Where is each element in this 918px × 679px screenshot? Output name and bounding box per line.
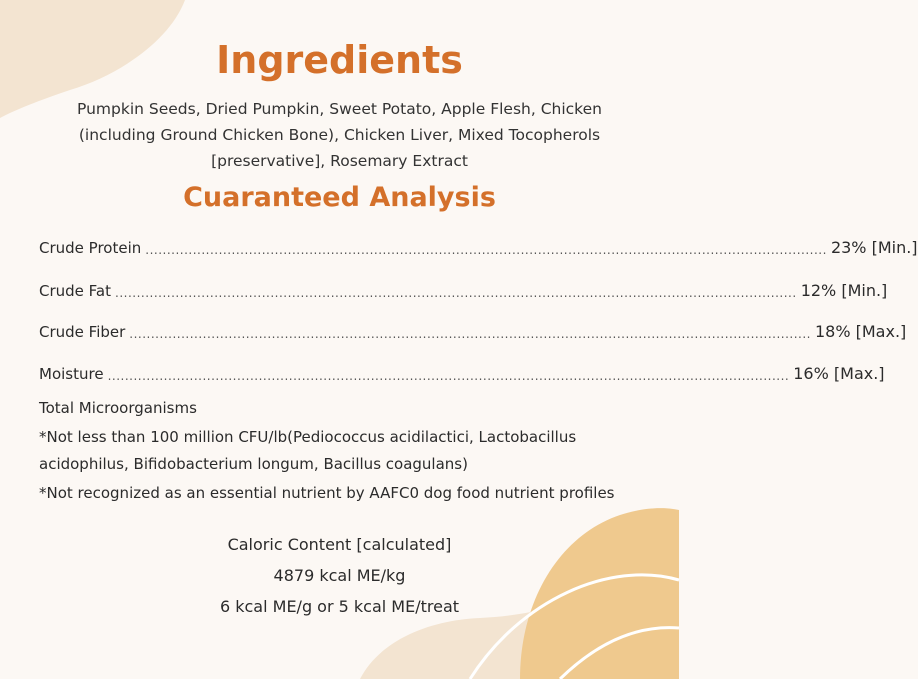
analysis-row-protein bbox=[39, 238, 918, 257]
analysis-value: 23% [Min.] bbox=[830, 238, 918, 257]
analysis-label: Crude Fat bbox=[39, 282, 111, 300]
ingredients-line: Pumpkin Seeds, Dried Pumpkin, Sweet Potato, Apple Flesh, Chicken bbox=[77, 100, 602, 118]
caloric-line: Caloric Content [calculated] bbox=[227, 535, 452, 554]
ingredients-line: (including Ground Chicken Bone), Chicken Liver, Mixed Tocopherols bbox=[78, 126, 601, 144]
analysis-row-fiber bbox=[39, 322, 907, 341]
bottom-right-gold-blob bbox=[520, 508, 679, 679]
analysis-title: Cuaranteed Analysis bbox=[183, 182, 496, 213]
analysis-row-fat bbox=[39, 281, 888, 300]
ingredients-list bbox=[40, 96, 639, 174]
analysis-value: 16% [Max.] bbox=[793, 364, 885, 383]
analysis-note: *Not recognized as an essential nutrient by AAFC0 dog food nutrient profiles bbox=[39, 484, 615, 502]
analysis-value: 12% [Min.] bbox=[800, 281, 888, 300]
ingredients-line: [preservative], Rosemary Extract bbox=[211, 152, 468, 170]
ingredients-title: Ingredients bbox=[216, 38, 463, 82]
caloric-line: 4879 kcal ME/kg bbox=[273, 566, 406, 585]
leader-dots: .............................................................................................................................................................. bbox=[115, 286, 797, 300]
analysis-note: *Not less than 100 million CFU/lb(Pediococcus acidilactici, Lactobacillus bbox=[39, 428, 577, 446]
leader-dots: .............................................................................................................................................................. bbox=[107, 369, 790, 383]
leader-dots: .............................................................................................................................................................. bbox=[129, 327, 811, 341]
analysis-note: Total Microorganisms bbox=[39, 399, 197, 417]
analysis-value: 18% [Max.] bbox=[814, 322, 907, 341]
analysis-row-moisture bbox=[39, 364, 885, 383]
analysis-note: acidophilus, Bifidobacterium longum, Bacillus coagulans) bbox=[39, 455, 468, 473]
leader-dots: .............................................................................................................................................................. bbox=[145, 243, 827, 257]
analysis-label: Crude Protein bbox=[39, 239, 142, 257]
caloric-line: 6 kcal ME/g or 5 kcal ME/treat bbox=[219, 597, 460, 616]
analysis-label: Moisture bbox=[39, 365, 104, 383]
analysis-label: Crude Fiber bbox=[39, 323, 126, 341]
